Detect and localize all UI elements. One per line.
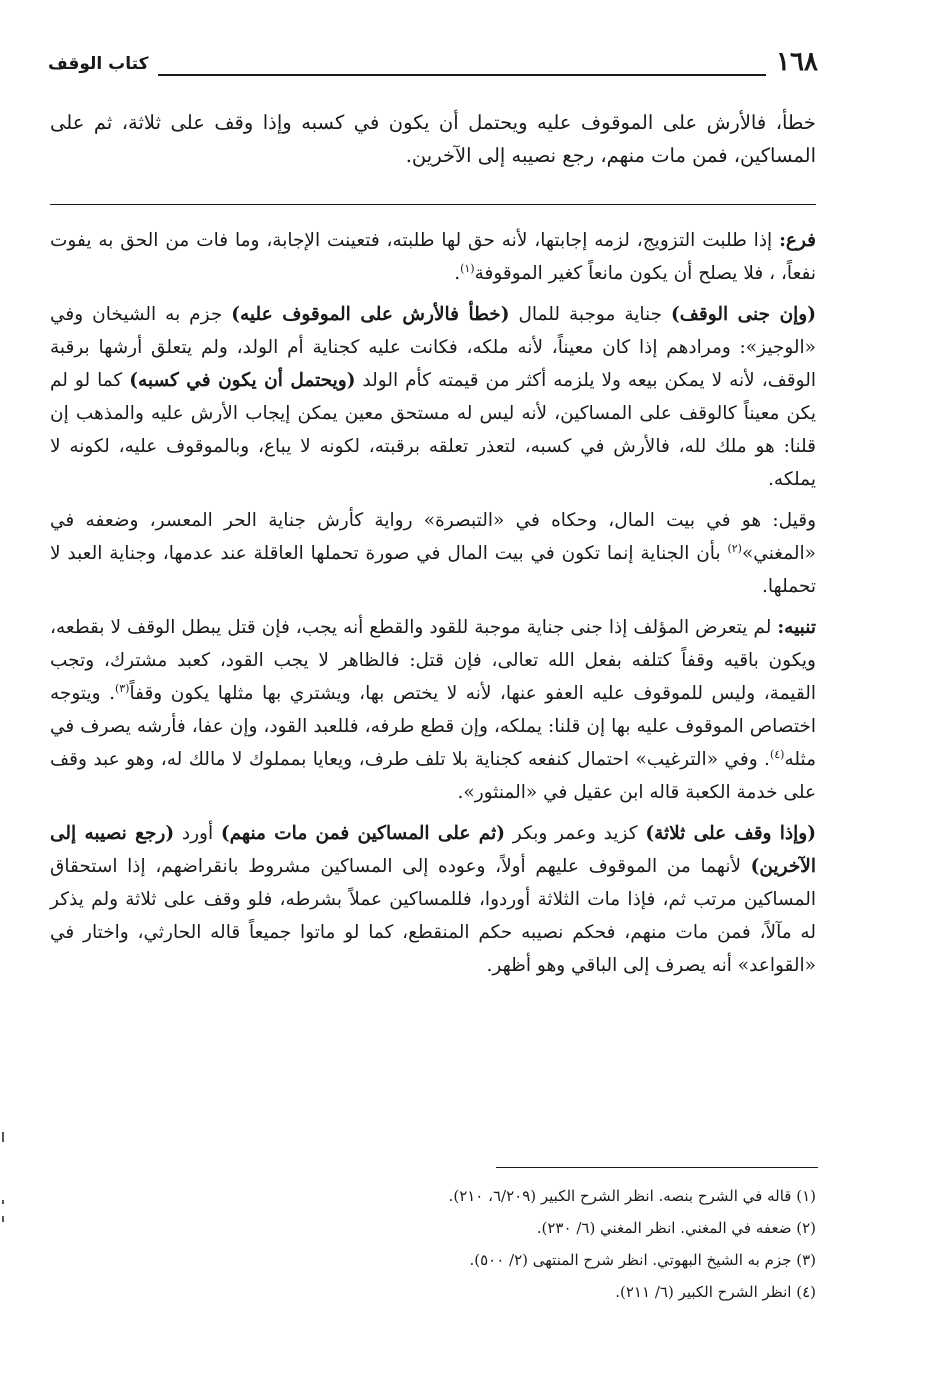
quoted-matn: (ويحتمل أن يكون في كسبه) [129,370,356,391]
paragraph-text: لم يتعرض المؤلف إذا جنى جناية موجبة للقود والقطع أنه يجب، فإن قتل يبطل الوقف لا بقطعه، ويكون باقيه وقفاً كتلفه بفعل الله تعالى، فإن قتل: فالظاهر لا يجب القود، كعبد مشترك، وتجب القيمة، وليس للموقوف عليه العفو عنها، لأنه لا يختص بها، ويشتري بها مثلها يكون وقفاً [50,617,816,704]
scan-margin-mark [2,1216,4,1222]
footnote-ref: (٤) [769,747,785,761]
quoted-matn: (وإن جنى الوقف) [671,304,816,325]
commentary-paragraph [50,224,816,290]
footnote-item: (٤) انظر الشرح الكبير (٦/ ٢١١). [615,1283,816,1301]
footnote-rule [496,1167,818,1168]
paragraph-label: تنبيه: [777,617,816,638]
commentary-paragraph [50,611,816,809]
footnote-ref: (١) [460,261,475,275]
paragraph-text: لأنهما من الموقوف عليهم أولاً، وعوده إلى المساكين مشروط بانقراضهم، إذا استحقاق المساكين مرتب ثم، فإذا مات الثلاثة أوردوا، فللمساكين عملاً بشرطه، فلو وقف على ثلاثة ولم يذكر له مآلاً، فمن مات منهم، فحكم نصيبه حكم المنقطع، كما لو ماتوا جميعاً قاله الحارثي، واختار في «القواعد» أنه يصرف إلى الباقي وهو أظهر. [50,856,816,976]
paragraph-text: وقيل: هو في بيت المال، وحكاه في «التبصرة» رواية كأرش جناية الحر المعسر، وضعفه في «المغني» [50,510,816,564]
footnote-item: (٢) ضعفه في المغني. انظر المغني (٦/ ٢٣٠). [536,1219,816,1237]
commentary [50,224,816,990]
paragraph-text: . [454,263,461,284]
scan-margin-mark [2,1200,4,1204]
paragraph-text: جزم به الشيخان وفي «الوجيز»: ومرادهم إذا كان معيناً، لأنه ملكه، فكانت عليه كجناية أم الولد، ولم يتعلق أرشها برقبة الوقف، لأنه لا يمكن بيعه ولا يلزمه أكثر من قيمته كأم الولد [50,304,816,391]
paragraph-text: بأن الجناية إنما تكون في بيت المال في صورة تحملها العاقلة عند عدمها، وجناية العبد لا تحملها. [50,543,816,597]
paragraph-text: كزيد وعمر وبكر [505,823,646,844]
scan-margin-mark [2,1132,4,1142]
paragraph-text: إذا طلبت التزويج، لزمه إجابتها، لأنه حق لها طلبته، فتعينت الإجابة، وما فات من الحق به يفوت نفعاً، ، فلا يصلح أن يكون مانعاً كغير الموقوفة [50,230,816,284]
footnote-ref: (٢) [727,541,742,555]
text-divider [50,204,816,205]
commentary-paragraph [50,504,816,603]
footnote-ref: (٣) [114,681,130,695]
paragraph-text: . وفي «الترغيب» احتمال كنفعه كجناية بلا تلف طرف، ويعايا بمملوك لا مالك له، وهو عبد وقف على خدمة الكعبة قاله ابن عقيل في «المنثور». [50,749,816,803]
book-title: كتاب الوقف [48,50,158,78]
quoted-matn: (وإذا وقف على ثلاثة) [645,823,816,844]
paragraph-label: فرع: [779,230,816,251]
quoted-matn: (رجع نصيبه إلى الآخرين) [50,823,816,877]
main-text: خطأ، فالأرش على الموقوف عليه ويحتمل أن يكون في كسبه وإذا وقف على ثلاثة، ثم على المساكين، فمن مات منهم، رجع نصيبه إلى الآخرين. [50,111,816,167]
paragraph-text: أورد [174,823,221,844]
page-number: ١٦٨ [766,46,818,78]
quoted-matn: (ثم على المساكين فمن مات منهم) [220,823,506,844]
footnote-item: (٣) جزم به الشيخ البهوتي. انظر شرح المنتهى (٢/ ٥٠٠). [469,1251,816,1269]
quoted-matn: (خطأ فالأرش على الموقوف عليه) [231,304,510,325]
paragraph-text: كما لو لم يكن معيناً كالوقف على المساكين، لأنه ليس له مستحق معين يمكن إيجاب الأرش عليه والمذهب إن قلنا: هو ملك لله، فالأرش في كسبه، لتعذر تعلقه برقبته، لكونه لا يباع، وبالموقوف عليه، لكونه لا يملكه. [50,370,816,490]
footnote-item: (١) قاله في الشرح بنصه. انظر الشرح الكبير (٦/٢٠٩، ٢١٠). [448,1187,816,1205]
page-header [50,46,816,82]
commentary-paragraph [50,817,816,982]
footnotes [200,1180,816,1308]
commentary-paragraph [50,298,816,496]
header-rule [50,74,816,76]
paragraph-text: . ويتوجه اختصاص الموقوف عليه بها إن قلنا: يملكه، وإن قطع طرفه، فللعبد القود، وإن عفا، فأرشه يصرف في مثله [50,683,816,770]
paragraph-text: جناية موجبة للمال [509,304,672,325]
